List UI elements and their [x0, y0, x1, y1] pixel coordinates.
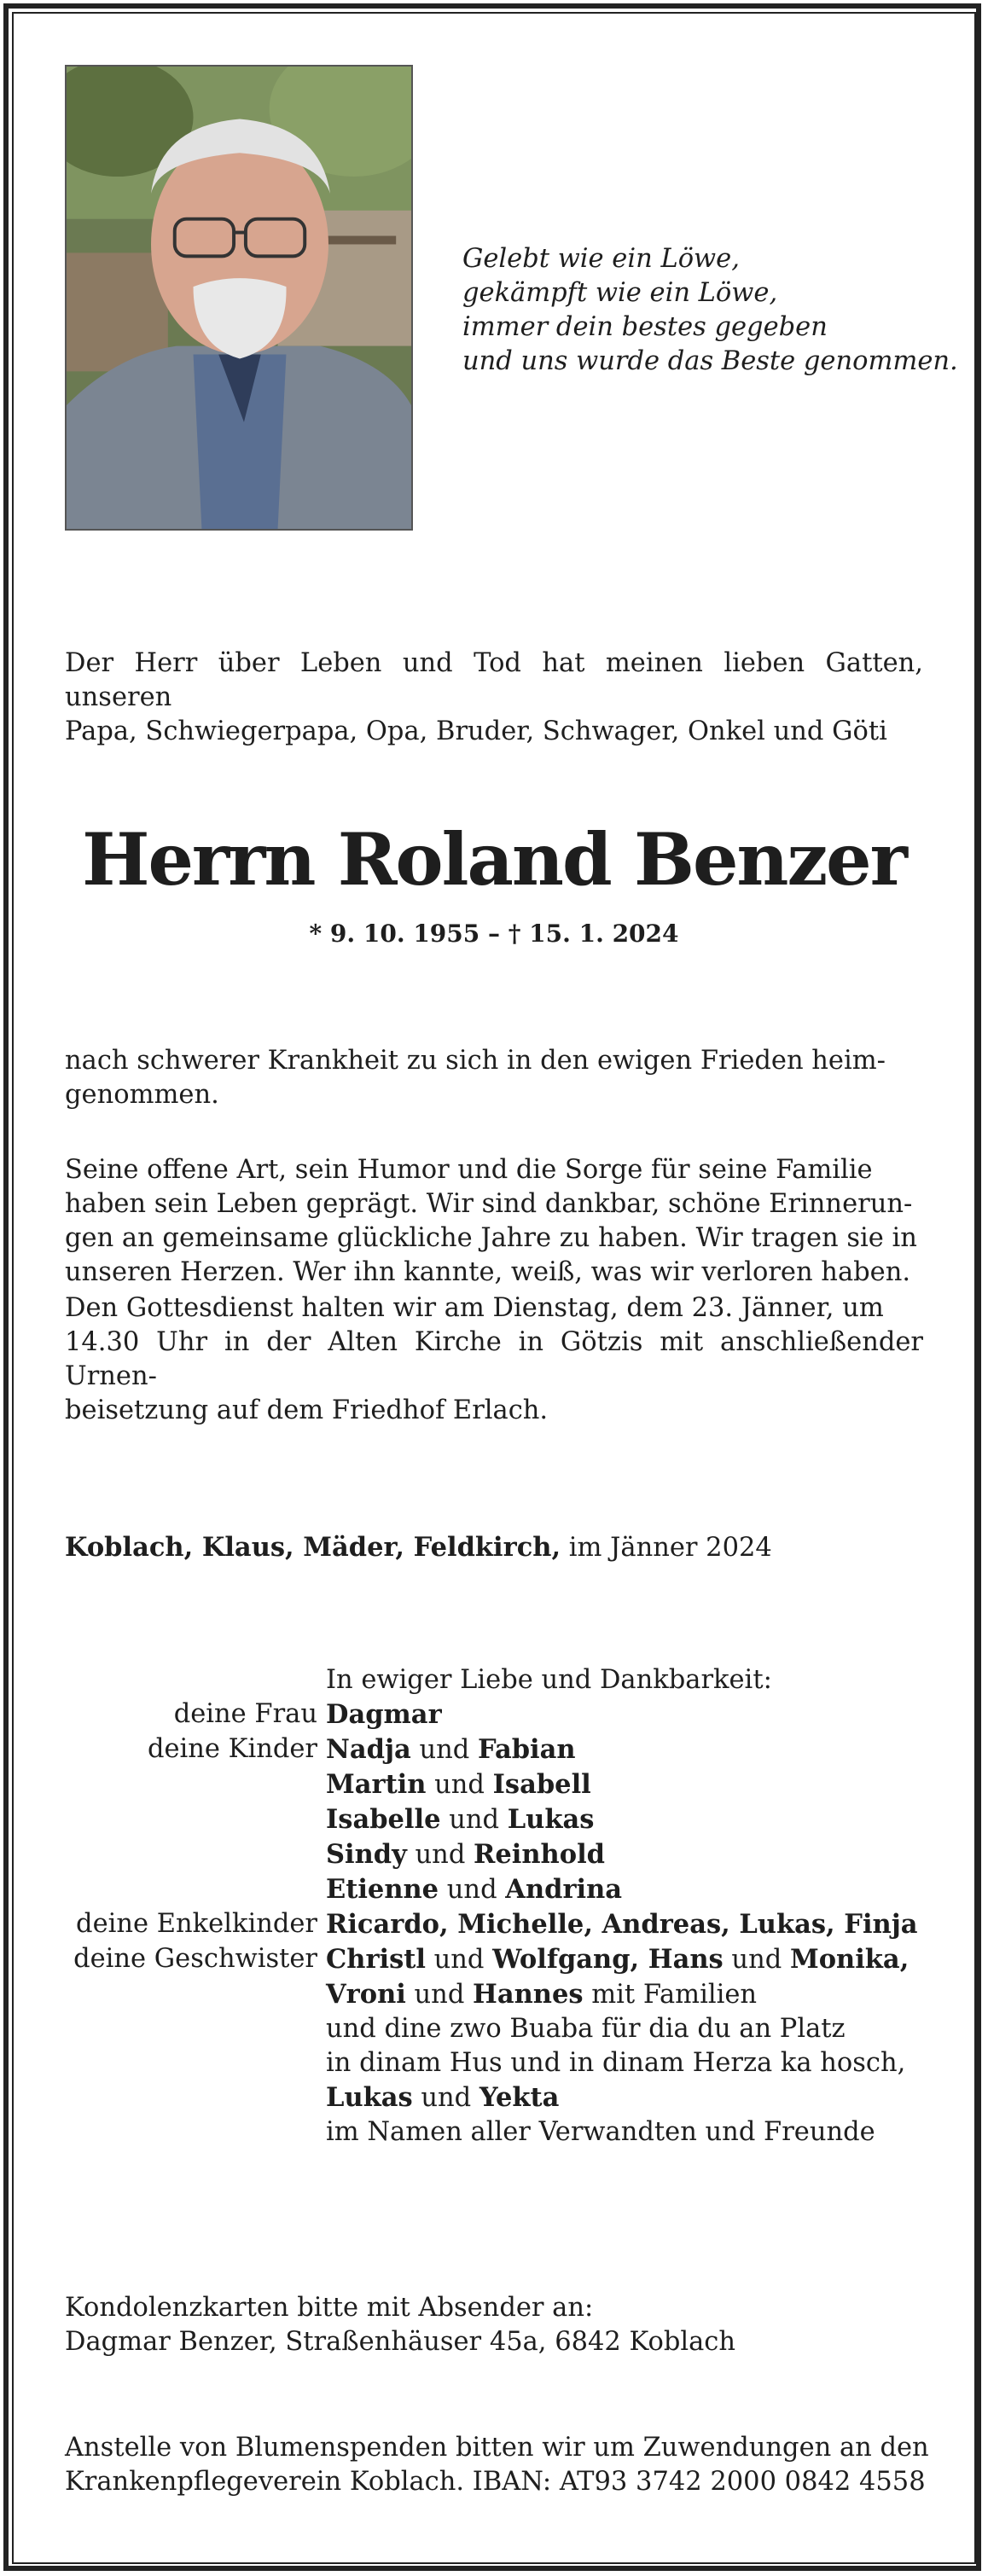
- survivors-list: [65, 1663, 927, 2150]
- conjunction: und: [406, 1840, 474, 1870]
- relation-label: deine Enkelkinder: [76, 1909, 317, 1939]
- text-line: beisetzung auf dem Friedhof Erlach.: [65, 1395, 549, 1425]
- conjunction: und: [440, 1805, 508, 1835]
- quote-line: Gelebt wie ein Löwe,: [462, 244, 740, 274]
- intro-line: Papa, Schwiegerpapa, Opa, Bruder, Schwager, Onkel und Göti: [65, 717, 887, 746]
- text-line: Seine offene Art, sein Humor und die Sorge für seine Familie: [65, 1155, 873, 1185]
- survivor-name: Monika,: [789, 1944, 910, 1975]
- donation-line: Krankenpflegeverein Koblach. IBAN: AT93 3742 2000 0842 4558: [65, 2467, 926, 2497]
- donation-line: Anstelle von Blumenspenden bitten wir um Zuwendungen an den: [65, 2433, 929, 2463]
- conjunction: und: [405, 1980, 474, 2010]
- survivor-name: Etienne: [326, 1874, 439, 1905]
- condolence-address: [65, 2291, 735, 2359]
- survivor-name: Vroni: [326, 1979, 406, 2010]
- survivor-name: Fabian: [477, 1734, 576, 1765]
- place-and-date: [65, 1530, 772, 1565]
- survivors-heading: In ewiger Liebe und Dankbarkeit:: [326, 1665, 772, 1695]
- survivor-row: [65, 1872, 927, 1907]
- survivor-name: Yekta: [479, 2082, 560, 2113]
- survivor-name: Dagmar: [326, 1699, 442, 1730]
- survivor-row: [65, 2115, 927, 2150]
- conjunction: und: [412, 2083, 479, 2113]
- quote-line: und uns wurde das Beste genommen.: [462, 346, 958, 376]
- text-line: genommen.: [65, 1080, 219, 1110]
- quote-line: gekämpft wie ein Löwe,: [462, 278, 778, 308]
- dialect-line: in dinam Hus und in dinam Herza ka hosch,: [326, 2048, 906, 2078]
- relation-label: deine Kinder: [147, 1734, 317, 1764]
- contact-line: Dagmar Benzer, Straßenhäuser 45a, 6842 Koblach: [65, 2327, 736, 2357]
- survivor-row: [65, 2080, 927, 2115]
- survivor-name: Ricardo, Michelle, Andreas, Lukas, Finja: [326, 1909, 918, 1940]
- text-line: nach schwerer Krankheit zu sich in den ewigen Frieden heim-: [65, 1046, 886, 1076]
- closing-line: im Namen aller Verwandten und Freunde: [326, 2117, 875, 2147]
- survivor-row: [65, 2046, 927, 2080]
- text-line: 14.30 Uhr in der Alten Kirche in Götzis mit anschließender Urnen-: [65, 1327, 923, 1391]
- donation-note: [65, 2431, 929, 2499]
- life-dates: * 9. 10. 1955 – † 15. 1. 2024: [309, 920, 679, 948]
- survivor-name: Nadja: [326, 1734, 411, 1765]
- conjunction: und: [723, 1945, 790, 1975]
- relation-label: deine Frau: [173, 1699, 317, 1729]
- paragraph-service: [65, 1291, 923, 1428]
- survivor-name: Christl: [326, 1944, 426, 1975]
- place-towns: Koblach, Klaus, Mäder, Feldkirch,: [65, 1532, 561, 1563]
- conjunction: und: [426, 1770, 493, 1800]
- text-line: haben sein Leben geprägt. Wir sind dankbar, schöne Erinnerun-: [65, 1189, 913, 1219]
- survivor-name: Martin: [326, 1769, 427, 1800]
- conjunction: und: [425, 1945, 493, 1975]
- survivor-name: Sindy: [326, 1839, 407, 1870]
- survivor-row: [65, 1837, 927, 1872]
- survivor-row: [65, 1802, 927, 1837]
- survivor-row: [65, 2012, 927, 2046]
- survivor-name: Hannes: [473, 1979, 584, 2010]
- intro-line: Der Herr über Leben und Tod hat meinen lieben Gatten, unseren: [65, 648, 923, 712]
- survivor-name: Lukas: [326, 2082, 413, 2113]
- quote: [462, 242, 958, 379]
- survivor-row: [65, 1977, 927, 2012]
- survivor-row: [65, 1907, 927, 1942]
- conjunction: und: [410, 1735, 478, 1765]
- contact-line: Kondolenzkarten bitte mit Absender an:: [65, 2293, 594, 2323]
- survivor-name: Reinhold: [474, 1839, 605, 1870]
- survivor-name: Wolfgang, Hans: [492, 1944, 724, 1975]
- portrait-photo: [65, 65, 413, 531]
- quote-line: immer dein bestes gegeben: [462, 312, 828, 342]
- survivor-row: [65, 1697, 927, 1732]
- text-line: gen an gemeinsame glückliche Jahre zu haben. Wir tragen sie in: [65, 1223, 917, 1253]
- survivor-name: Lukas: [507, 1804, 595, 1835]
- family-note: mit Familien: [583, 1980, 758, 2010]
- survivor-name: Andrina: [505, 1874, 623, 1905]
- relation-label: deine Geschwister: [73, 1944, 317, 1974]
- place-date: im Jänner 2024: [561, 1533, 772, 1563]
- text-line: Den Gottesdienst halten wir am Dienstag, dem 23. Jänner, um: [65, 1293, 884, 1323]
- survivor-name: Isabell: [492, 1769, 591, 1800]
- paragraph-passing: [65, 1044, 923, 1112]
- intro-text: [65, 647, 923, 749]
- paragraph-memory: [65, 1153, 923, 1290]
- dialect-line: und dine zwo Buaba für dia du an Platz: [326, 2014, 846, 2044]
- text-line: unseren Herzen. Wer ihn kannte, weiß, was wir verloren haben.: [65, 1257, 911, 1287]
- deceased-name: Herrn Roland Benzer: [82, 817, 906, 902]
- survivor-row: [65, 1732, 927, 1767]
- survivor-name: Isabelle: [326, 1804, 441, 1835]
- conjunction: und: [439, 1875, 506, 1905]
- survivor-row: [65, 1942, 927, 1977]
- survivor-row: [65, 1767, 927, 1802]
